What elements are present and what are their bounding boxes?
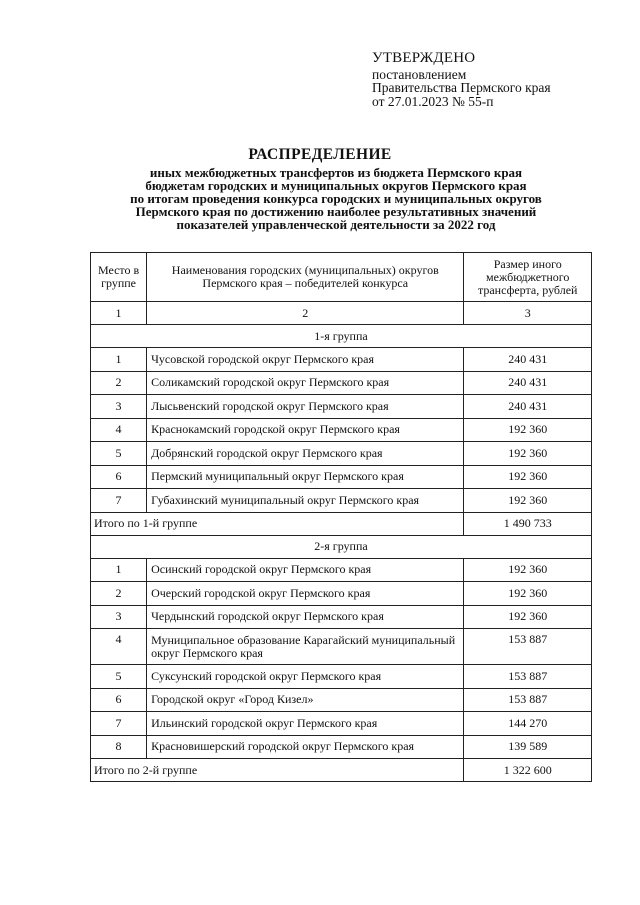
place-cell: 1: [91, 558, 147, 582]
group-heading-row: [91, 325, 592, 348]
document-subtitle: [92, 166, 580, 231]
table-body: [91, 302, 592, 782]
place-cell: 7: [91, 489, 147, 513]
place-cell: 8: [91, 735, 147, 759]
amount-cell: 192 360: [464, 605, 592, 629]
table-row: [91, 442, 592, 466]
header-place: Место в группе: [91, 253, 147, 302]
amount-cell: 192 360: [464, 558, 592, 582]
place-cell: 7: [91, 712, 147, 736]
approval-stamp: [372, 52, 551, 108]
district-name-cell: Красновишерский городской округ Пермского края: [147, 735, 464, 759]
amount-cell: 240 431: [464, 371, 592, 395]
table-row: [91, 735, 592, 759]
table-row: [91, 629, 592, 665]
amount-cell: 240 431: [464, 395, 592, 419]
amount-cell: 153 887: [464, 629, 592, 665]
place-cell: 3: [91, 395, 147, 419]
approval-line: постановлением: [372, 66, 467, 82]
place-cell: 3: [91, 605, 147, 629]
district-name-cell: Очерский городской округ Пермского края: [147, 582, 464, 606]
table-row: [91, 465, 592, 489]
group-total-label: Итого по 1-й группе: [91, 512, 464, 535]
place-cell: 4: [91, 418, 147, 442]
district-name-cell: Городской округ «Город Кизел»: [147, 688, 464, 712]
district-name-cell: Муниципальное образование Карагайский муниципальный округ Пермского края: [147, 629, 464, 665]
subtitle-line: показателей управленческой деятельности за 2022 год: [176, 217, 496, 232]
district-name-cell: Пермский муниципальный округ Пермского края: [147, 465, 464, 489]
subtitle-line: Пермского края по достижению наиболее результативных значений: [135, 204, 537, 219]
district-name-cell: Лысьвенский городской округ Пермского края: [147, 395, 464, 419]
amount-cell: 192 360: [464, 442, 592, 466]
table-row: [91, 558, 592, 582]
table-row: [91, 489, 592, 513]
table-row: [91, 665, 592, 689]
table-header-row: [91, 253, 592, 302]
approval-heading: УТВЕРЖДЕНО: [372, 50, 476, 66]
amount-cell: 240 431: [464, 348, 592, 372]
amount-cell: 192 360: [464, 418, 592, 442]
group-heading-row: [91, 535, 592, 558]
district-name-cell: Добрянский городской округ Пермского края: [147, 442, 464, 466]
table-row: [91, 371, 592, 395]
header-amount: Размер иного межбюджетного трансферта, рублей: [464, 253, 592, 302]
group-total-amount: 1 490 733: [464, 512, 592, 535]
district-name-cell: Губахинский муниципальный округ Пермского края: [147, 489, 464, 513]
district-name-cell: Осинский городской округ Пермского края: [147, 558, 464, 582]
place-cell: 2: [91, 371, 147, 395]
place-cell: 2: [91, 582, 147, 606]
column-number-row: [91, 302, 592, 325]
column-number: 3: [464, 302, 592, 325]
group-total-row: [91, 759, 592, 782]
document-title: РАСПРЕДЕЛЕНИЕ: [248, 146, 392, 163]
approval-line: Правительства Пермского края: [372, 80, 551, 95]
place-cell: 4: [91, 629, 147, 665]
group-total-amount: 1 322 600: [464, 759, 592, 782]
subtitle-line: иных межбюджетных трансфертов из бюджета Пермского края: [149, 165, 523, 180]
place-cell: 5: [91, 665, 147, 689]
table-row: [91, 582, 592, 606]
district-name-cell: Суксунский городской округ Пермского края: [147, 665, 464, 689]
amount-cell: 153 887: [464, 688, 592, 712]
place-cell: 1: [91, 348, 147, 372]
table-row: [91, 605, 592, 629]
amount-cell: 144 270: [464, 712, 592, 736]
group-heading: 2-я группа: [91, 535, 592, 558]
subtitle-line: по итогам проведения конкурса городских и муниципальных округов: [130, 191, 542, 206]
table-row: [91, 395, 592, 419]
district-name-cell: Соликамский городской округ Пермского края: [147, 371, 464, 395]
district-name-cell: Чердынский городской округ Пермского края: [147, 605, 464, 629]
column-number: 1: [91, 302, 147, 325]
place-cell: 5: [91, 442, 147, 466]
subtitle-line: бюджетам городских и муниципальных округов Пермского края: [145, 178, 527, 193]
amount-cell: 192 360: [464, 489, 592, 513]
place-cell: 6: [91, 688, 147, 712]
group-total-row: [91, 512, 592, 535]
district-name-cell: Ильинский городской округ Пермского края: [147, 712, 464, 736]
group-total-label: Итого по 2-й группе: [91, 759, 464, 782]
table-row: [91, 712, 592, 736]
amount-cell: 153 887: [464, 665, 592, 689]
group-heading: 1-я группа: [91, 325, 592, 348]
table-row: [91, 348, 592, 372]
district-name-cell: Чусовской городской округ Пермского края: [147, 348, 464, 372]
distribution-table: [90, 252, 592, 782]
amount-cell: 192 360: [464, 582, 592, 606]
table-row: [91, 418, 592, 442]
header-name: Наименования городских (муниципальных) округов Пермского края – победителей конкурса: [147, 253, 464, 302]
place-cell: 6: [91, 465, 147, 489]
amount-cell: 139 589: [464, 735, 592, 759]
table-row: [91, 688, 592, 712]
column-number: 2: [147, 302, 464, 325]
district-name-cell: Краснокамский городской округ Пермского края: [147, 418, 464, 442]
approval-line: от 27.01.2023 № 55-п: [372, 93, 494, 109]
amount-cell: 192 360: [464, 465, 592, 489]
